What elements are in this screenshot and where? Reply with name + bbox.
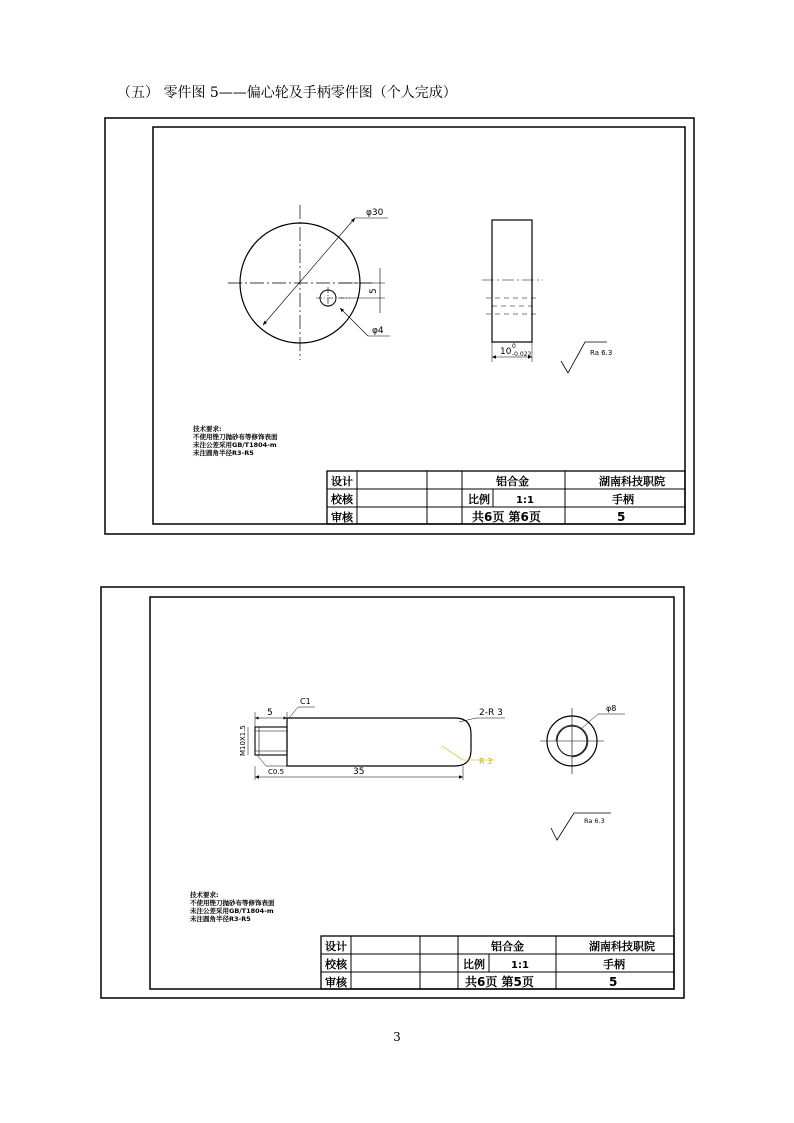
svg-text:湖南科技职院: 湖南科技职院 [599, 475, 665, 488]
svg-text:不使用锉刀抛砂布等修饰表面: 不使用锉刀抛砂布等修饰表面 [193, 433, 278, 441]
svg-text:铝合金: 铝合金 [491, 940, 524, 953]
sheet-1-tech-notes [192, 424, 278, 457]
svg-text:未注圆角半径R3-R5: 未注圆角半径R3-R5 [193, 449, 254, 457]
svg-text:Ra 6.3: Ra 6.3 [590, 349, 613, 357]
svg-text:5: 5 [609, 975, 618, 989]
svg-text:技术要求:: 技术要求: [190, 891, 219, 899]
svg-text:5: 5 [617, 510, 626, 524]
svg-text:φ8: φ8 [606, 704, 617, 713]
svg-text:技术要求:: 技术要求: [193, 425, 222, 433]
sheet-2-roughness-symbol [551, 813, 611, 840]
svg-text:铝合金: 铝合金 [496, 475, 529, 488]
svg-text:设计: 设计 [331, 475, 353, 488]
svg-text:审核: 审核 [325, 976, 347, 989]
dim-hole-diameter: φ4 [372, 326, 384, 336]
dim-outer-diameter: φ30 [366, 208, 384, 218]
svg-text:共6页 第5页: 共6页 第5页 [465, 975, 534, 989]
sheet-2-inner-frame [150, 597, 674, 989]
sheet-1-roughness-symbol [561, 342, 612, 373]
svg-text:未注公差采用GB/T1804-m: 未注公差采用GB/T1804-m [190, 907, 274, 915]
sheet-2-front-view [239, 697, 505, 780]
dim-offset: 5 [369, 288, 379, 294]
sheet-1-eccentric-wheel [105, 118, 694, 534]
sheet-2-end-view [540, 704, 625, 774]
svg-text:5: 5 [267, 708, 273, 718]
svg-text:R 3: R 3 [479, 757, 493, 766]
sheet-1-title-block [327, 471, 685, 524]
svg-text:设计: 设计 [325, 940, 347, 953]
sheet-2-handle [101, 587, 684, 998]
svg-text:2-R 3: 2-R 3 [479, 708, 503, 718]
dim-width: 10 [500, 347, 512, 357]
page-number: 3 [393, 1030, 401, 1044]
svg-text:1:1: 1:1 [511, 960, 529, 971]
sheet-1-side-view [482, 220, 543, 362]
svg-text:手柄: 手柄 [603, 958, 625, 971]
sheet-2-title-block [321, 936, 674, 989]
svg-text:共6页 第6页: 共6页 第6页 [472, 510, 541, 524]
svg-text:C0.5: C0.5 [268, 768, 285, 776]
dim-tol-lower: -0.022 [512, 351, 532, 358]
page-heading: （五） 零件图 5——偏心轮及手柄零件图（个人完成） [117, 85, 457, 101]
svg-text:湖南科技职院: 湖南科技职院 [589, 940, 655, 953]
svg-text:校核: 校核 [325, 958, 347, 971]
sheet-1-inner-frame [153, 127, 685, 524]
svg-text:手柄: 手柄 [612, 493, 634, 506]
svg-text:校核: 校核 [331, 493, 353, 506]
svg-text:审核: 审核 [331, 511, 353, 524]
svg-text:未注公差采用GB/T1804-m: 未注公差采用GB/T1804-m [193, 441, 277, 449]
svg-text:M10X1.5: M10X1.5 [239, 725, 247, 756]
svg-text:比例: 比例 [463, 958, 485, 971]
svg-text:35: 35 [353, 767, 365, 777]
svg-text:Ra 6.3: Ra 6.3 [584, 817, 605, 825]
svg-text:1:1: 1:1 [516, 495, 534, 506]
sheet-1-front-view [228, 205, 390, 360]
svg-text:C1: C1 [300, 697, 311, 706]
svg-text:未注圆角半径R3-R5: 未注圆角半径R3-R5 [190, 915, 251, 923]
svg-text:不使用锉刀抛砂布等修饰表面: 不使用锉刀抛砂布等修饰表面 [190, 899, 275, 907]
svg-text:比例: 比例 [468, 493, 490, 506]
dim-tol-upper: 0 [512, 343, 516, 350]
sheet-2-tech-notes [189, 890, 275, 923]
